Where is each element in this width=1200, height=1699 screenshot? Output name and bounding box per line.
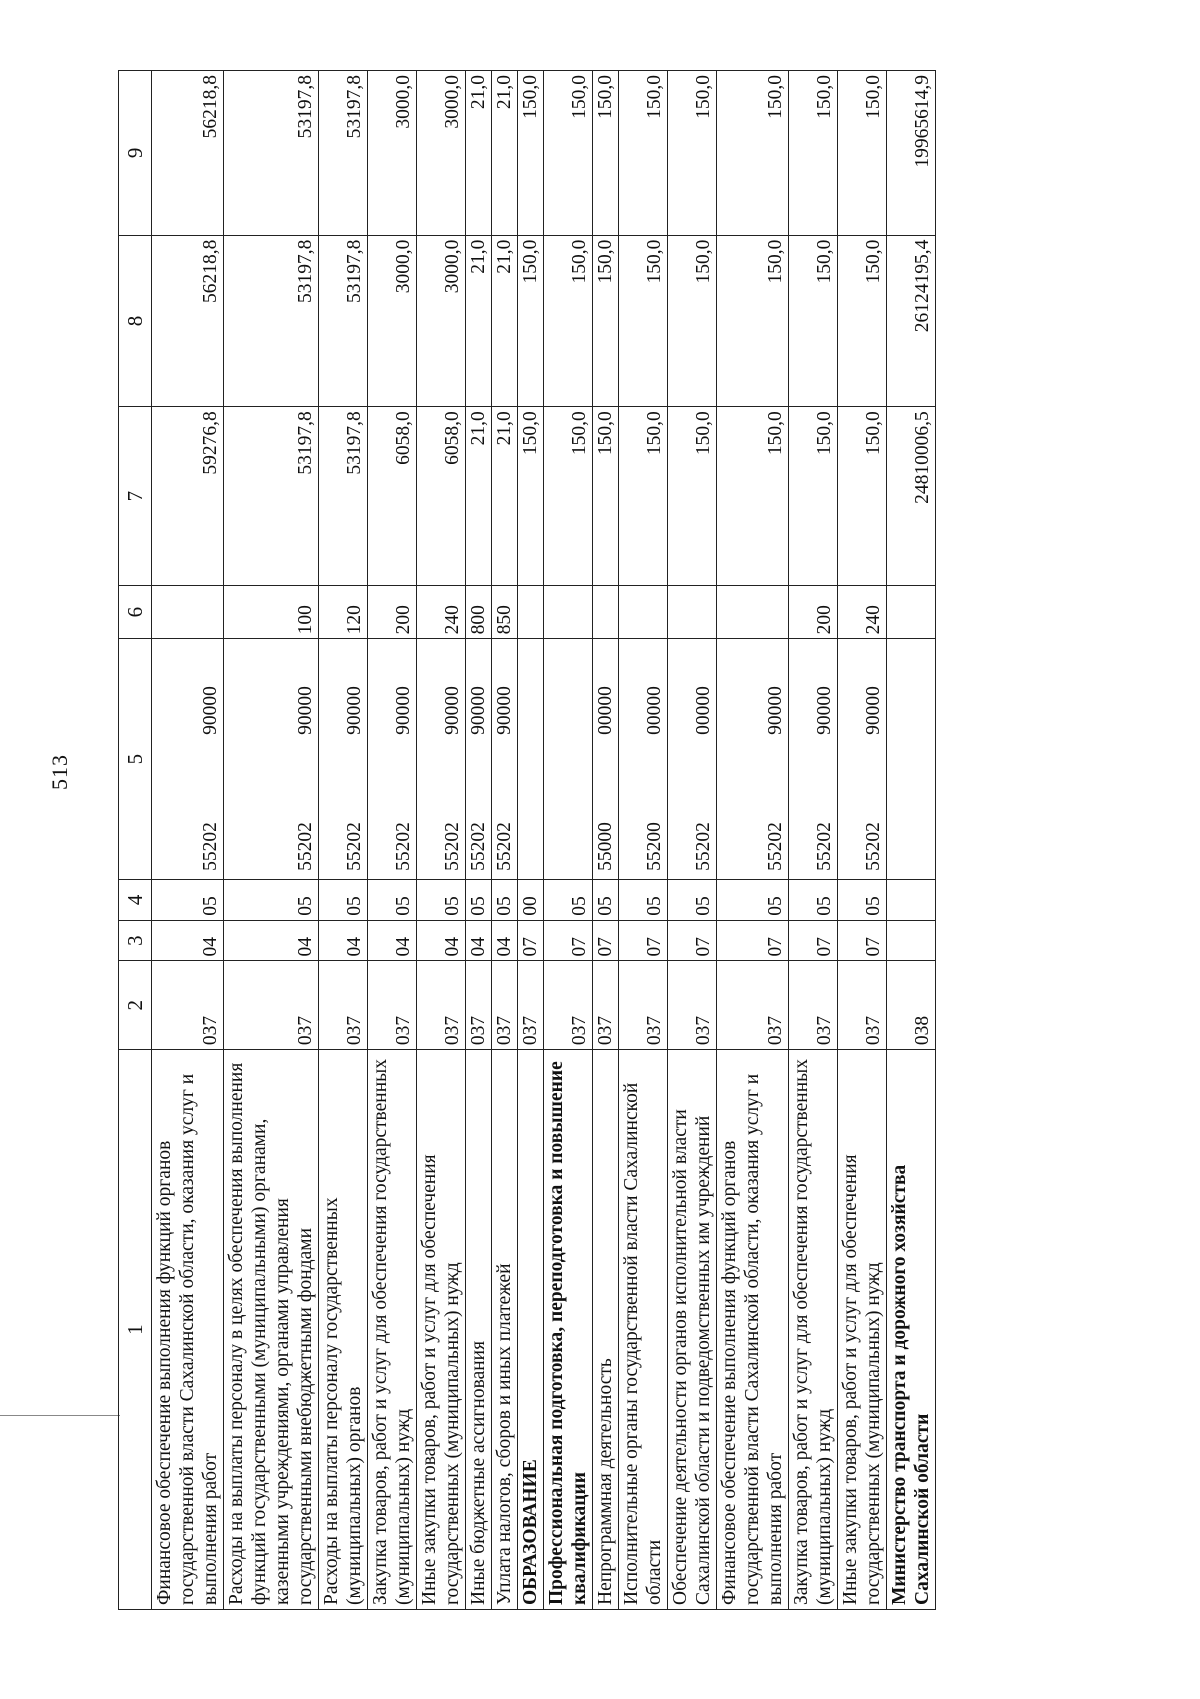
- target-article-program: 55202: [468, 822, 489, 871]
- row-name-cell: Профессиональная подготовка, переподготовка и повышение квалификации: [544, 1050, 593, 1610]
- subsection-code-cell: 05: [492, 879, 518, 920]
- table-row: [717, 71, 789, 1610]
- header-cell: 9: [119, 71, 152, 236]
- amount-year3-cell: 150,0: [593, 71, 619, 236]
- target-article-cell: [544, 639, 593, 880]
- table-row: [224, 71, 319, 1610]
- amount-year3-cell: 150,0: [789, 71, 838, 236]
- table-row: [417, 71, 466, 1610]
- row-name-cell: Финансовое обеспечение выполнения функций органов государственной власти Сахалинской области, оказания услуг и выполнения работ: [152, 1050, 224, 1610]
- expense-type-cell: [593, 585, 619, 638]
- section-code-cell: 07: [593, 920, 619, 961]
- amount-year1-cell: 150,0: [619, 407, 668, 586]
- subsection-code-cell: [887, 879, 936, 920]
- amount-year1-cell: 6058,0: [417, 407, 466, 586]
- target-article-cell: [668, 639, 717, 880]
- row-name-cell: Уплата налогов, сборов и иных платежей: [492, 1050, 518, 1610]
- amount-year1-cell: 21,0: [466, 407, 492, 586]
- amount-year3-cell: 150,0: [518, 71, 544, 236]
- expense-type-cell: [518, 585, 544, 638]
- amount-year1-cell: 150,0: [593, 407, 619, 586]
- target-article-direction: 90000: [863, 686, 884, 735]
- subsection-code-cell: 05: [466, 879, 492, 920]
- expense-type-cell: 200: [789, 585, 838, 638]
- admin-code-cell: 037: [319, 961, 368, 1050]
- admin-code-cell: 037: [224, 961, 319, 1050]
- row-name-cell: Иные закупки товаров, работ и услуг для обеспечения государственных (муниципальных) нужд: [838, 1050, 887, 1610]
- subsection-code-cell: 05: [717, 879, 789, 920]
- expense-type-cell: 850: [492, 585, 518, 638]
- amount-year3-cell: 150,0: [838, 71, 887, 236]
- amount-year1-cell: 150,0: [518, 407, 544, 586]
- expense-type-cell: [619, 585, 668, 638]
- table-row: [838, 71, 887, 1610]
- amount-year1-cell: 59276,8: [152, 407, 224, 586]
- amount-year3-cell: 19965614,9: [887, 71, 936, 236]
- target-article-direction: 00000: [693, 686, 714, 735]
- page-number: 513: [47, 754, 72, 790]
- target-article-program: 55202: [344, 822, 365, 871]
- expense-type-cell: [668, 585, 717, 638]
- target-article-cell: [887, 639, 936, 880]
- amount-year3-cell: 150,0: [717, 71, 789, 236]
- amount-year2-cell: 150,0: [544, 235, 593, 407]
- row-name-cell: Финансовое обеспечение выполнения функций органов государственной власти Сахалинской области, оказания услуг и выполнения работ: [717, 1050, 789, 1610]
- section-code-cell: 04: [152, 920, 224, 961]
- header-cell: 3: [119, 920, 152, 961]
- amount-year3-cell: 21,0: [492, 71, 518, 236]
- table-row: [466, 71, 492, 1610]
- amount-year2-cell: 26124195,4: [887, 235, 936, 407]
- admin-code-cell: 037: [492, 961, 518, 1050]
- subsection-code-cell: 05: [544, 879, 593, 920]
- target-article-direction: 90000: [344, 686, 365, 735]
- table-row: [789, 71, 838, 1610]
- admin-code-cell: 037: [152, 961, 224, 1050]
- amount-year2-cell: 21,0: [466, 235, 492, 407]
- amount-year3-cell: 3000,0: [368, 71, 417, 236]
- target-article-cell: [466, 639, 492, 880]
- amount-year1-cell: 6058,0: [368, 407, 417, 586]
- target-article-direction: 90000: [765, 686, 786, 735]
- amount-year1-cell: 53197,8: [319, 407, 368, 586]
- header-cell: 7: [119, 407, 152, 586]
- target-article-cell: [368, 639, 417, 880]
- target-article-direction: 90000: [442, 686, 463, 735]
- subsection-code-cell: 05: [619, 879, 668, 920]
- row-name-cell: Обеспечение деятельности органов исполнительной власти Сахалинской области и подведомственных им учреждений: [668, 1050, 717, 1610]
- expense-type-cell: 120: [319, 585, 368, 638]
- section-code-cell: 07: [544, 920, 593, 961]
- row-name-cell: Закупка товаров, работ и услуг для обеспечения государственных (муниципальных) нужд: [368, 1050, 417, 1610]
- amount-year1-cell: 150,0: [668, 407, 717, 586]
- target-article-cell: [152, 639, 224, 880]
- amount-year1-cell: 24810006,5: [887, 407, 936, 586]
- subsection-code-cell: 05: [417, 879, 466, 920]
- target-article-program: 55202: [295, 822, 316, 871]
- row-name-cell: ОБРАЗОВАНИЕ: [518, 1050, 544, 1610]
- admin-code-cell: 037: [544, 961, 593, 1050]
- expense-type-cell: [887, 585, 936, 638]
- target-article-program: 55202: [814, 822, 835, 871]
- target-article-program: 55202: [863, 822, 884, 871]
- section-code-cell: 07: [668, 920, 717, 961]
- row-name-cell: Закупка товаров, работ и услуг для обеспечения государственных (муниципальных) нужд: [789, 1050, 838, 1610]
- target-article-direction: 90000: [393, 686, 414, 735]
- row-name-cell: Непрограммная деятельность: [593, 1050, 619, 1610]
- expense-type-cell: 800: [466, 585, 492, 638]
- section-code-cell: 07: [717, 920, 789, 961]
- amount-year2-cell: 150,0: [668, 235, 717, 407]
- header-cell: 5: [119, 639, 152, 880]
- target-article-cell: [224, 639, 319, 880]
- amount-year1-cell: 21,0: [492, 407, 518, 586]
- section-code-cell: [887, 920, 936, 961]
- table-row: [319, 71, 368, 1610]
- row-name-cell: Расходы на выплаты персоналу в целях обеспечения выполнения функций государственными (муниципальными) органами, казенными учреждениями, органами управления государственными внебюджетными фондами: [224, 1050, 319, 1610]
- amount-year2-cell: 150,0: [518, 235, 544, 407]
- section-code-cell: 04: [224, 920, 319, 961]
- target-article-direction: 90000: [494, 686, 515, 735]
- table-row: [668, 71, 717, 1610]
- subsection-code-cell: 05: [838, 879, 887, 920]
- admin-code-cell: 037: [789, 961, 838, 1050]
- table-row: [544, 71, 593, 1610]
- admin-code-cell: 038: [887, 961, 936, 1050]
- scan-margin-line: [0, 1415, 120, 1416]
- target-article-direction: 00000: [595, 686, 616, 735]
- amount-year2-cell: 56218,8: [152, 235, 224, 407]
- expense-type-cell: 100: [224, 585, 319, 638]
- amount-year1-cell: 53197,8: [224, 407, 319, 586]
- amount-year2-cell: 53197,8: [319, 235, 368, 407]
- target-article-direction: 90000: [814, 686, 835, 735]
- section-code-cell: 04: [319, 920, 368, 961]
- section-code-cell: 04: [492, 920, 518, 961]
- target-article-direction: 00000: [644, 686, 665, 735]
- amount-year2-cell: 150,0: [619, 235, 668, 407]
- target-article-cell: [492, 639, 518, 880]
- target-article-direction: 90000: [295, 686, 316, 735]
- section-code-cell: 07: [789, 920, 838, 961]
- amount-year3-cell: 150,0: [544, 71, 593, 236]
- expense-type-cell: [717, 585, 789, 638]
- admin-code-cell: 037: [518, 961, 544, 1050]
- row-name-cell: Иные бюджетные ассигнования: [466, 1050, 492, 1610]
- amount-year1-cell: 150,0: [789, 407, 838, 586]
- table-row: [368, 71, 417, 1610]
- amount-year1-cell: 150,0: [717, 407, 789, 586]
- row-name-cell: Расходы на выплаты персоналу государственных (муниципальных) органов: [319, 1050, 368, 1610]
- expense-type-cell: 200: [368, 585, 417, 638]
- target-article-program: 55200: [644, 822, 665, 871]
- target-article-program: 55202: [200, 822, 221, 871]
- admin-code-cell: 037: [717, 961, 789, 1050]
- target-article-program: 55202: [393, 822, 414, 871]
- subsection-code-cell: 05: [368, 879, 417, 920]
- section-code-cell: 04: [417, 920, 466, 961]
- target-article-cell: [518, 639, 544, 880]
- target-article-cell: [717, 639, 789, 880]
- header-cell: 4: [119, 879, 152, 920]
- amount-year2-cell: 150,0: [789, 235, 838, 407]
- target-article-cell: [319, 639, 368, 880]
- admin-code-cell: 037: [668, 961, 717, 1050]
- expense-type-cell: [544, 585, 593, 638]
- target-article-program: 55000: [595, 822, 616, 871]
- admin-code-cell: 037: [593, 961, 619, 1050]
- target-article-program: 55202: [442, 822, 463, 871]
- amount-year2-cell: 150,0: [717, 235, 789, 407]
- amount-year1-cell: 150,0: [544, 407, 593, 586]
- subsection-code-cell: 05: [224, 879, 319, 920]
- subsection-code-cell: 05: [152, 879, 224, 920]
- section-code-cell: 07: [838, 920, 887, 961]
- expense-type-cell: 240: [838, 585, 887, 638]
- admin-code-cell: 037: [838, 961, 887, 1050]
- row-name-cell: Министерство транспорта и дорожного хозяйства Сахалинской области: [887, 1050, 936, 1610]
- amount-year3-cell: 150,0: [619, 71, 668, 236]
- target-article-cell: [789, 639, 838, 880]
- amount-year3-cell: 21,0: [466, 71, 492, 236]
- subsection-code-cell: 05: [593, 879, 619, 920]
- table-row: [593, 71, 619, 1610]
- amount-year3-cell: 150,0: [668, 71, 717, 236]
- expense-type-cell: 240: [417, 585, 466, 638]
- admin-code-cell: 037: [619, 961, 668, 1050]
- header-row: [119, 71, 152, 1610]
- target-article-cell: [838, 639, 887, 880]
- subsection-code-cell: 05: [319, 879, 368, 920]
- target-article-cell: [593, 639, 619, 880]
- header-cell: 8: [119, 235, 152, 407]
- amount-year3-cell: 3000,0: [417, 71, 466, 236]
- table-row: [518, 71, 544, 1610]
- amount-year2-cell: 21,0: [492, 235, 518, 407]
- amount-year2-cell: 150,0: [593, 235, 619, 407]
- amount-year3-cell: 53197,8: [319, 71, 368, 236]
- header-cell: 1: [119, 1050, 152, 1610]
- admin-code-cell: 037: [417, 961, 466, 1050]
- section-code-cell: 07: [619, 920, 668, 961]
- subsection-code-cell: 00: [518, 879, 544, 920]
- section-code-cell: 07: [518, 920, 544, 961]
- table-body: [152, 71, 936, 1610]
- row-name-cell: Исполнительные органы государственной власти Сахалинской области: [619, 1050, 668, 1610]
- amount-year3-cell: 56218,8: [152, 71, 224, 236]
- section-code-cell: 04: [368, 920, 417, 961]
- target-article-program: 55202: [693, 822, 714, 871]
- header-cell: 2: [119, 961, 152, 1050]
- admin-code-cell: 037: [466, 961, 492, 1050]
- expense-type-cell: [152, 585, 224, 638]
- target-article-cell: [417, 639, 466, 880]
- admin-code-cell: 037: [368, 961, 417, 1050]
- amount-year1-cell: 150,0: [838, 407, 887, 586]
- amount-year2-cell: 150,0: [838, 235, 887, 407]
- budget-table-container: [118, 70, 1098, 1610]
- table-row: [152, 71, 224, 1610]
- target-article-program: 55202: [765, 822, 786, 871]
- target-article-direction: 90000: [468, 686, 489, 735]
- table-row: [887, 71, 936, 1610]
- section-code-cell: 04: [466, 920, 492, 961]
- target-article-program: 55202: [494, 822, 515, 871]
- row-name-cell: Иные закупки товаров, работ и услуг для обеспечения государственных (муниципальных) нужд: [417, 1050, 466, 1610]
- subsection-code-cell: 05: [789, 879, 838, 920]
- amount-year2-cell: 3000,0: [368, 235, 417, 407]
- amount-year2-cell: 3000,0: [417, 235, 466, 407]
- budget-table: [118, 70, 936, 1610]
- target-article-direction: 90000: [200, 686, 221, 735]
- subsection-code-cell: 05: [668, 879, 717, 920]
- target-article-cell: [619, 639, 668, 880]
- table-row: [619, 71, 668, 1610]
- header-cell: 6: [119, 585, 152, 638]
- table-row: [492, 71, 518, 1610]
- amount-year2-cell: 53197,8: [224, 235, 319, 407]
- amount-year3-cell: 53197,8: [224, 71, 319, 236]
